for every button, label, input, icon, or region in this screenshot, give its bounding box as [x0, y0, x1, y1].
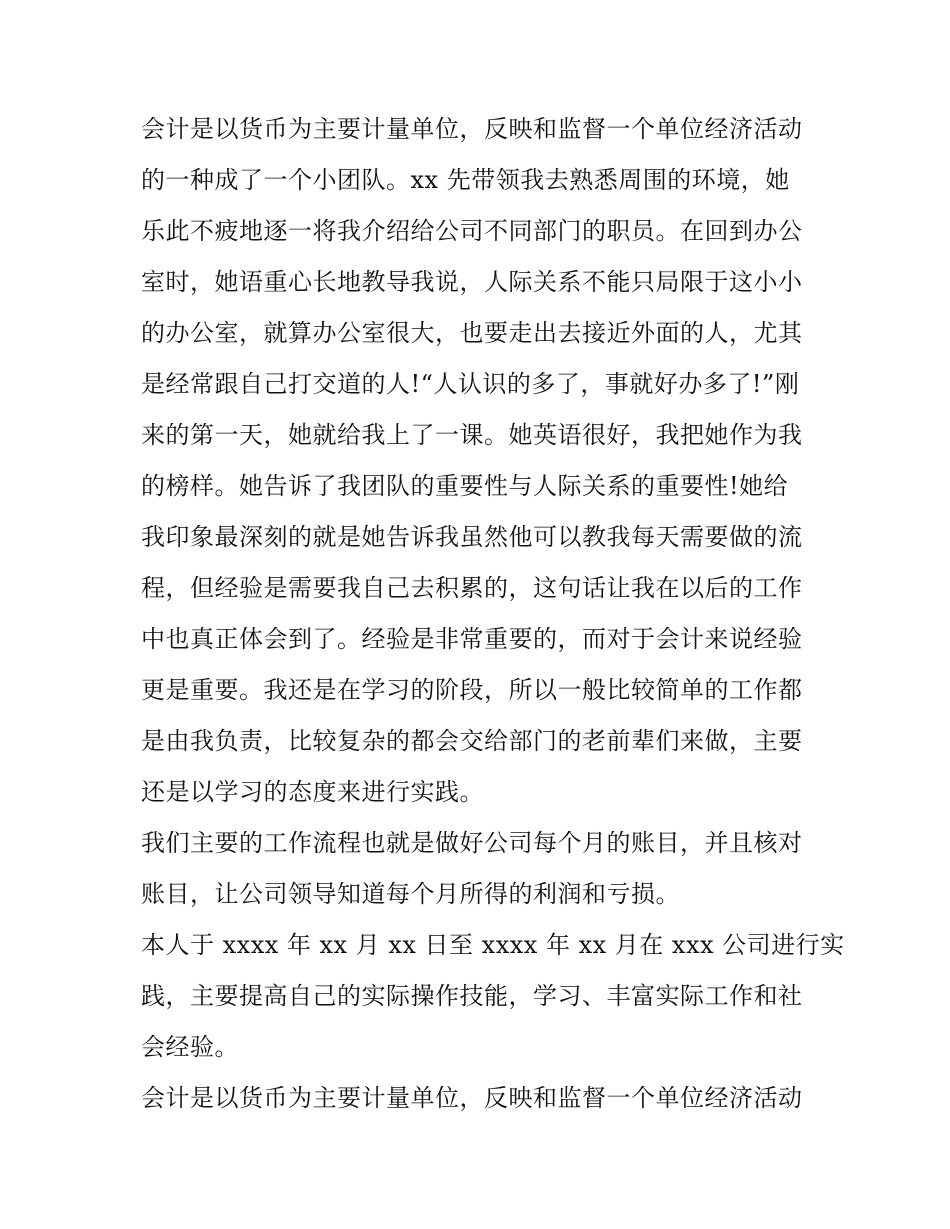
text-line: 本人于 xxxx 年 xx 月 xx 日至 xxxx 年 xx 月在 xxx 公司进行实 — [141, 931, 845, 959]
text-line: 是经常跟自己打交道的人!“人认识的多了，事就好办多了!”刚 — [141, 370, 800, 398]
text-line: 会经验。 — [141, 1033, 239, 1061]
text-line: 的榜样。她告诉了我团队的重要性与人际关系的重要性!她给 — [141, 472, 789, 500]
text-line: 中也真正体会到了。经验是非常重要的，而对于会计来说经验 — [141, 625, 803, 653]
text-line: 我们主要的工作流程也就是做好公司每个月的账目，并且核对 — [141, 829, 803, 857]
text-line: 室时，她语重心长地教导我说，人际关系不能只局限于这小小 — [141, 268, 803, 296]
text-line: 的办公室，就算办公室很大，也要走出去接近外面的人，尤其 — [141, 319, 803, 347]
text-line: 来的第一天，她就给我上了一课。她英语很好，我把她作为我 — [141, 421, 803, 449]
text-line: 账目，让公司领导知道每个月所得的利润和亏损。 — [141, 880, 680, 908]
text-line: 更是重要。我还是在学习的阶段，所以一般比较简单的工作都 — [141, 676, 803, 704]
text-line: 会计是以货币为主要计量单位，反映和监督一个单位经济活动 — [141, 1084, 803, 1112]
text-line: 践，主要提高自己的实际操作技能，学习、丰富实际工作和社 — [141, 982, 803, 1010]
text-line: 是由我负责，比较复杂的都会交给部门的老前辈们来做，主要 — [141, 727, 803, 755]
text-line: 程，但经验是需要我自己去积累的，这句话让我在以后的工作 — [141, 574, 803, 602]
text-line: 乐此不疲地逐一将我介绍给公司不同部门的职员。在回到办公 — [141, 217, 803, 245]
text-line: 还是以学习的态度来进行实践。 — [141, 778, 484, 806]
text-line: 我印象最深刻的就是她告诉我虽然他可以教我每天需要做的流 — [141, 523, 803, 551]
text-line: 会计是以货币为主要计量单位，反映和监督一个单位经济活动 — [141, 115, 803, 143]
text-line: 的一种成了一个小团队。xx 先带领我去熟悉周围的环境，她 — [141, 166, 790, 194]
